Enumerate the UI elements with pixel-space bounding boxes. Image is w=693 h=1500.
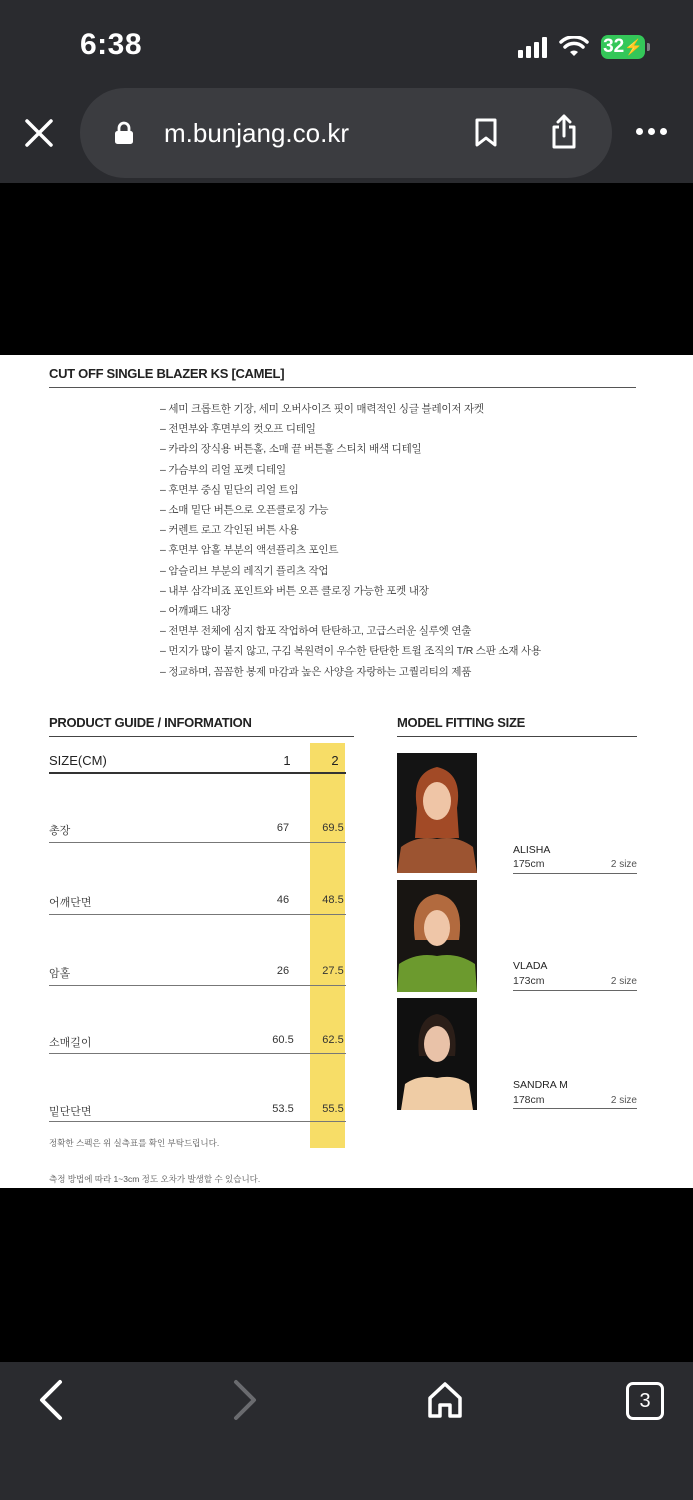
lock-icon xyxy=(114,121,134,145)
list-item: – 소매 밑단 버튼으로 오픈클로징 가능 xyxy=(160,504,329,517)
feature-list xyxy=(160,399,541,682)
model-size: 2 size xyxy=(610,859,637,870)
table-row xyxy=(49,1103,346,1123)
model-photo-alisha xyxy=(397,753,477,873)
signal-icon xyxy=(518,36,547,58)
status-icons xyxy=(518,32,645,62)
product-title: CUT OFF SINGLE BLAZER KS [CAMEL] xyxy=(49,366,285,381)
divider xyxy=(513,990,637,991)
model-height: 175cm xyxy=(513,858,545,870)
model-name: VLADA xyxy=(513,960,548,972)
list-item: – 먼지가 많이 붙지 않고, 구김 복원력이 우수한 탄탄한 트윌 조직의 T/R 스판 소재 사용 xyxy=(160,645,541,658)
list-item: – 커렌트 로고 각인된 버튼 사용 xyxy=(160,524,299,537)
size-1-value: 60.5 xyxy=(272,1034,294,1046)
more-icon[interactable] xyxy=(636,128,667,135)
note-text: 측정 방법에 따라 1~3cm 정도 오차가 발생할 수 있습니다. xyxy=(49,1174,261,1184)
model-size: 2 size xyxy=(610,976,637,987)
list-item: – 카라의 장식용 버튼홀, 소매 끝 버튼홀 스티치 배색 디테일 xyxy=(160,443,422,456)
divider xyxy=(49,985,346,986)
product-detail-image xyxy=(0,355,693,1188)
size-1-value: 67 xyxy=(276,822,290,834)
bookmark-icon[interactable] xyxy=(474,118,498,148)
model-name: SANDRA M xyxy=(513,1079,568,1091)
battery-icon: 32 ⚡ xyxy=(601,35,645,59)
url-text[interactable]: m.bunjang.co.kr xyxy=(164,118,349,148)
header-size-2: 2 xyxy=(331,753,339,768)
divider xyxy=(49,736,354,737)
size-2-value: 55.5 xyxy=(322,1103,344,1115)
size-table-header xyxy=(49,753,346,773)
list-item: – 후면부 중심 밑단의 리얼 트임 xyxy=(160,483,299,496)
list-item: – 내부 삼각비죠 포인트와 버튼 오픈 클로징 가능한 포켓 내장 xyxy=(160,584,429,597)
size-2-value: 48.5 xyxy=(322,894,344,906)
table-row xyxy=(49,965,346,985)
browser-top-bar xyxy=(0,0,693,183)
divider xyxy=(49,772,346,774)
list-item: – 전면부와 후면부의 컷오프 디테일 xyxy=(160,423,316,436)
note-text: 정확한 스펙은 위 실측표를 확인 부탁드립니다. xyxy=(49,1138,220,1148)
model-photo-sandra xyxy=(397,998,477,1110)
tabs-icon[interactable] xyxy=(626,1382,664,1420)
home-icon[interactable] xyxy=(426,1380,464,1420)
size-1-value: 26 xyxy=(276,965,290,977)
list-item: – 후면부 암홀 부분의 액션플리츠 포인트 xyxy=(160,544,339,557)
guide-title: PRODUCT GUIDE / INFORMATION xyxy=(49,715,252,730)
list-item: – 암슬리브 부분의 레직기 플리츠 작업 xyxy=(160,564,329,577)
address-bar[interactable] xyxy=(80,88,612,178)
forward-icon[interactable] xyxy=(228,1378,262,1422)
divider xyxy=(49,387,636,388)
list-item: – 가슴부의 리얼 포켓 디테일 xyxy=(160,463,286,476)
status-time: 6:38 xyxy=(80,28,143,61)
table-row xyxy=(49,822,346,842)
size-2-value: 27.5 xyxy=(322,965,344,977)
divider xyxy=(49,1121,346,1122)
divider xyxy=(49,842,346,843)
row-label: 총장 xyxy=(49,825,71,837)
fitting-title: MODEL FITTING SIZE xyxy=(397,715,525,730)
row-label: 어깨단면 xyxy=(49,897,92,909)
divider xyxy=(49,914,346,915)
list-item: – 어깨패드 내장 xyxy=(160,605,231,618)
model-height: 178cm xyxy=(513,1094,545,1106)
divider xyxy=(513,1108,637,1109)
list-item: – 세미 크롭트한 기장, 세미 오버사이즈 핏이 매력적인 싱글 블레이저 자켓 xyxy=(160,403,484,415)
wifi-icon xyxy=(559,36,589,58)
table-row xyxy=(49,1034,346,1054)
browser-toolbar xyxy=(0,1362,693,1500)
battery-level: 32 xyxy=(603,36,625,57)
list-item: – 정교하며, 꼼꼼한 봉제 마감과 높은 사양을 자랑하는 고퀄리티의 제품 xyxy=(160,665,472,678)
tab-count: 3 xyxy=(639,1389,651,1412)
size-2-value: 69.5 xyxy=(322,822,344,834)
divider xyxy=(513,873,637,874)
list-item: – 전면부 전체에 심지 합포 작업하여 탄탄하고, 고급스러운 실루엣 연출 xyxy=(160,625,472,638)
divider xyxy=(49,1053,346,1054)
header-size-1: 1 xyxy=(283,753,291,768)
model-height: 173cm xyxy=(513,975,545,987)
divider xyxy=(397,736,637,737)
close-icon[interactable] xyxy=(22,116,56,150)
header-label: SIZE(CM) xyxy=(49,753,107,768)
back-icon[interactable] xyxy=(34,1378,68,1422)
size-1-value: 46 xyxy=(276,894,290,906)
row-label: 소매길이 xyxy=(49,1037,92,1049)
row-label: 밑단단면 xyxy=(49,1106,92,1118)
model-name: ALISHA xyxy=(513,844,551,856)
share-icon[interactable] xyxy=(550,114,578,150)
size-2-value: 62.5 xyxy=(322,1034,344,1046)
row-label: 암홀 xyxy=(49,968,71,980)
model-size: 2 size xyxy=(610,1095,637,1106)
size-2-highlight xyxy=(310,743,345,1148)
size-1-value: 53.5 xyxy=(272,1103,294,1115)
model-photo-vlada xyxy=(397,880,477,992)
table-row xyxy=(49,894,346,914)
